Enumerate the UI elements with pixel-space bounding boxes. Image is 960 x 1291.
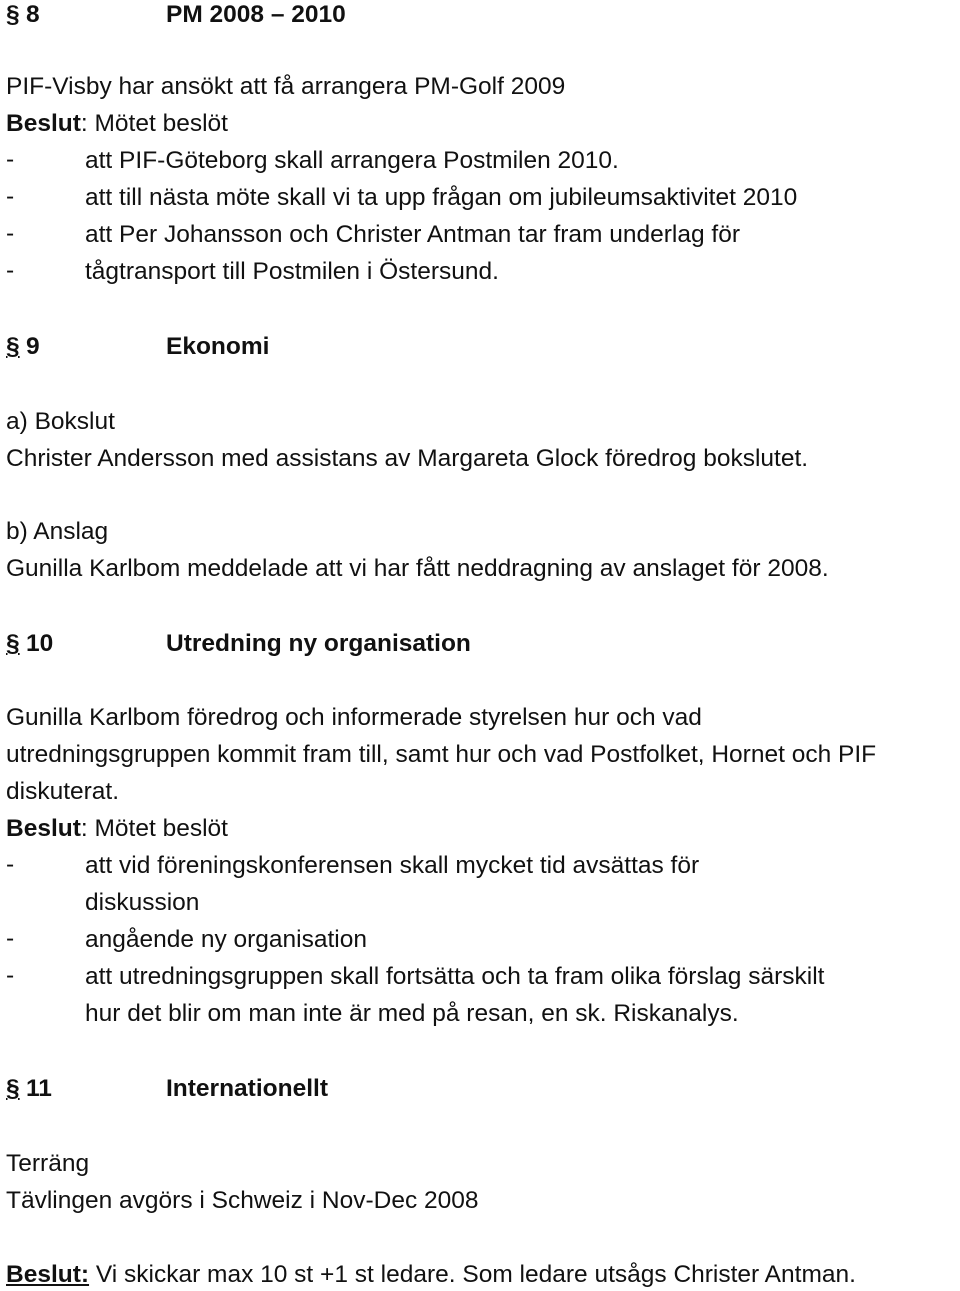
paragraph: Christer Andersson med assistans av Margareta Glock föredrog bokslutet.	[6, 445, 809, 472]
section-symbol: §	[6, 630, 20, 657]
subheading: b) Anslag	[6, 518, 109, 545]
section-9-heading	[6, 332, 270, 362]
dash: -	[6, 925, 15, 952]
list-item-text: tågtransport till Postmilen i Östersund.	[85, 258, 499, 285]
subheading: a) Bokslut	[6, 408, 115, 435]
paragraph-line: utredningsgruppen kommit fram till, samt hur och vad Postfolket, Hornet och PIF	[6, 741, 877, 768]
list-item	[0, 146, 960, 176]
section-number: 8	[26, 1, 40, 28]
dash: -	[6, 146, 15, 173]
section-number: 10	[26, 630, 54, 657]
dash: -	[6, 962, 15, 989]
list-item-continuation: diskussion	[85, 889, 200, 916]
decision-label: Beslut	[6, 815, 81, 842]
dash: -	[6, 183, 15, 210]
section-11-heading	[6, 1074, 328, 1104]
section-number: 9	[26, 333, 40, 360]
decision-label: Beslut	[6, 110, 81, 137]
list-item-text: att utredningsgruppen skall fortsätta och ta fram olika förslag särskilt	[85, 963, 825, 990]
section-10-heading	[6, 629, 471, 659]
decision-line	[6, 814, 228, 844]
decision-text: : Mötet beslöt	[80, 110, 228, 137]
section-title: PM 2008 – 2010	[166, 1, 346, 28]
list-item	[0, 851, 960, 881]
section-symbol: §	[6, 1, 20, 28]
list-item-continuation: hur det blir om man inte är med på resan, en sk. Riskanalys.	[85, 1000, 739, 1027]
list-item-text: angående ny organisation	[85, 926, 367, 953]
list-item-text: att vid föreningskonferensen skall mycket tid avsättas för	[85, 852, 700, 879]
list-item	[0, 220, 960, 250]
decision-label: Beslut:	[6, 1261, 90, 1288]
list-item-text: att PIF-Göteborg skall arrangera Postmilen 2010.	[85, 147, 619, 174]
section-symbol: §	[6, 333, 20, 360]
decision-text: Vi skickar max 10 st +1 st ledare. Som ledare utsågs Christer Antman.	[89, 1261, 856, 1288]
section-number: 11	[26, 1075, 52, 1102]
list-item-text: att till nästa möte skall vi ta upp frågan om jubileumsaktivitet 2010	[85, 184, 798, 211]
paragraph: Tävlingen avgörs i Schweiz i Nov-Dec 2008	[6, 1187, 479, 1214]
paragraph-line: Gunilla Karlbom föredrog och informerade styrelsen hur och vad	[6, 704, 702, 731]
section-symbol: §	[6, 1075, 20, 1102]
list-item-text: att Per Johansson och Christer Antman tar fram underlag för	[85, 221, 741, 248]
decision-text: : Mötet beslöt	[80, 815, 228, 842]
decision-line	[6, 109, 228, 139]
section-title: Internationellt	[166, 1075, 328, 1102]
decision-line	[6, 1260, 856, 1290]
paragraph: Gunilla Karlbom meddelade att vi har fått neddragning av anslaget för 2008.	[6, 555, 829, 582]
paragraph: PIF-Visby har ansökt att få arrangera PM-Golf 2009	[6, 73, 566, 100]
subheading: Terräng	[6, 1150, 90, 1177]
dash: -	[6, 257, 15, 284]
list-item	[0, 257, 960, 287]
dash: -	[6, 851, 15, 878]
paragraph-line: diskuterat.	[6, 778, 120, 805]
list-item	[0, 183, 960, 213]
section-title: Ekonomi	[166, 333, 270, 360]
section-title: Utredning ny organisation	[166, 630, 471, 657]
section-8-heading	[6, 0, 346, 30]
list-item	[0, 962, 960, 992]
dash: -	[6, 220, 15, 247]
list-item	[0, 925, 960, 955]
